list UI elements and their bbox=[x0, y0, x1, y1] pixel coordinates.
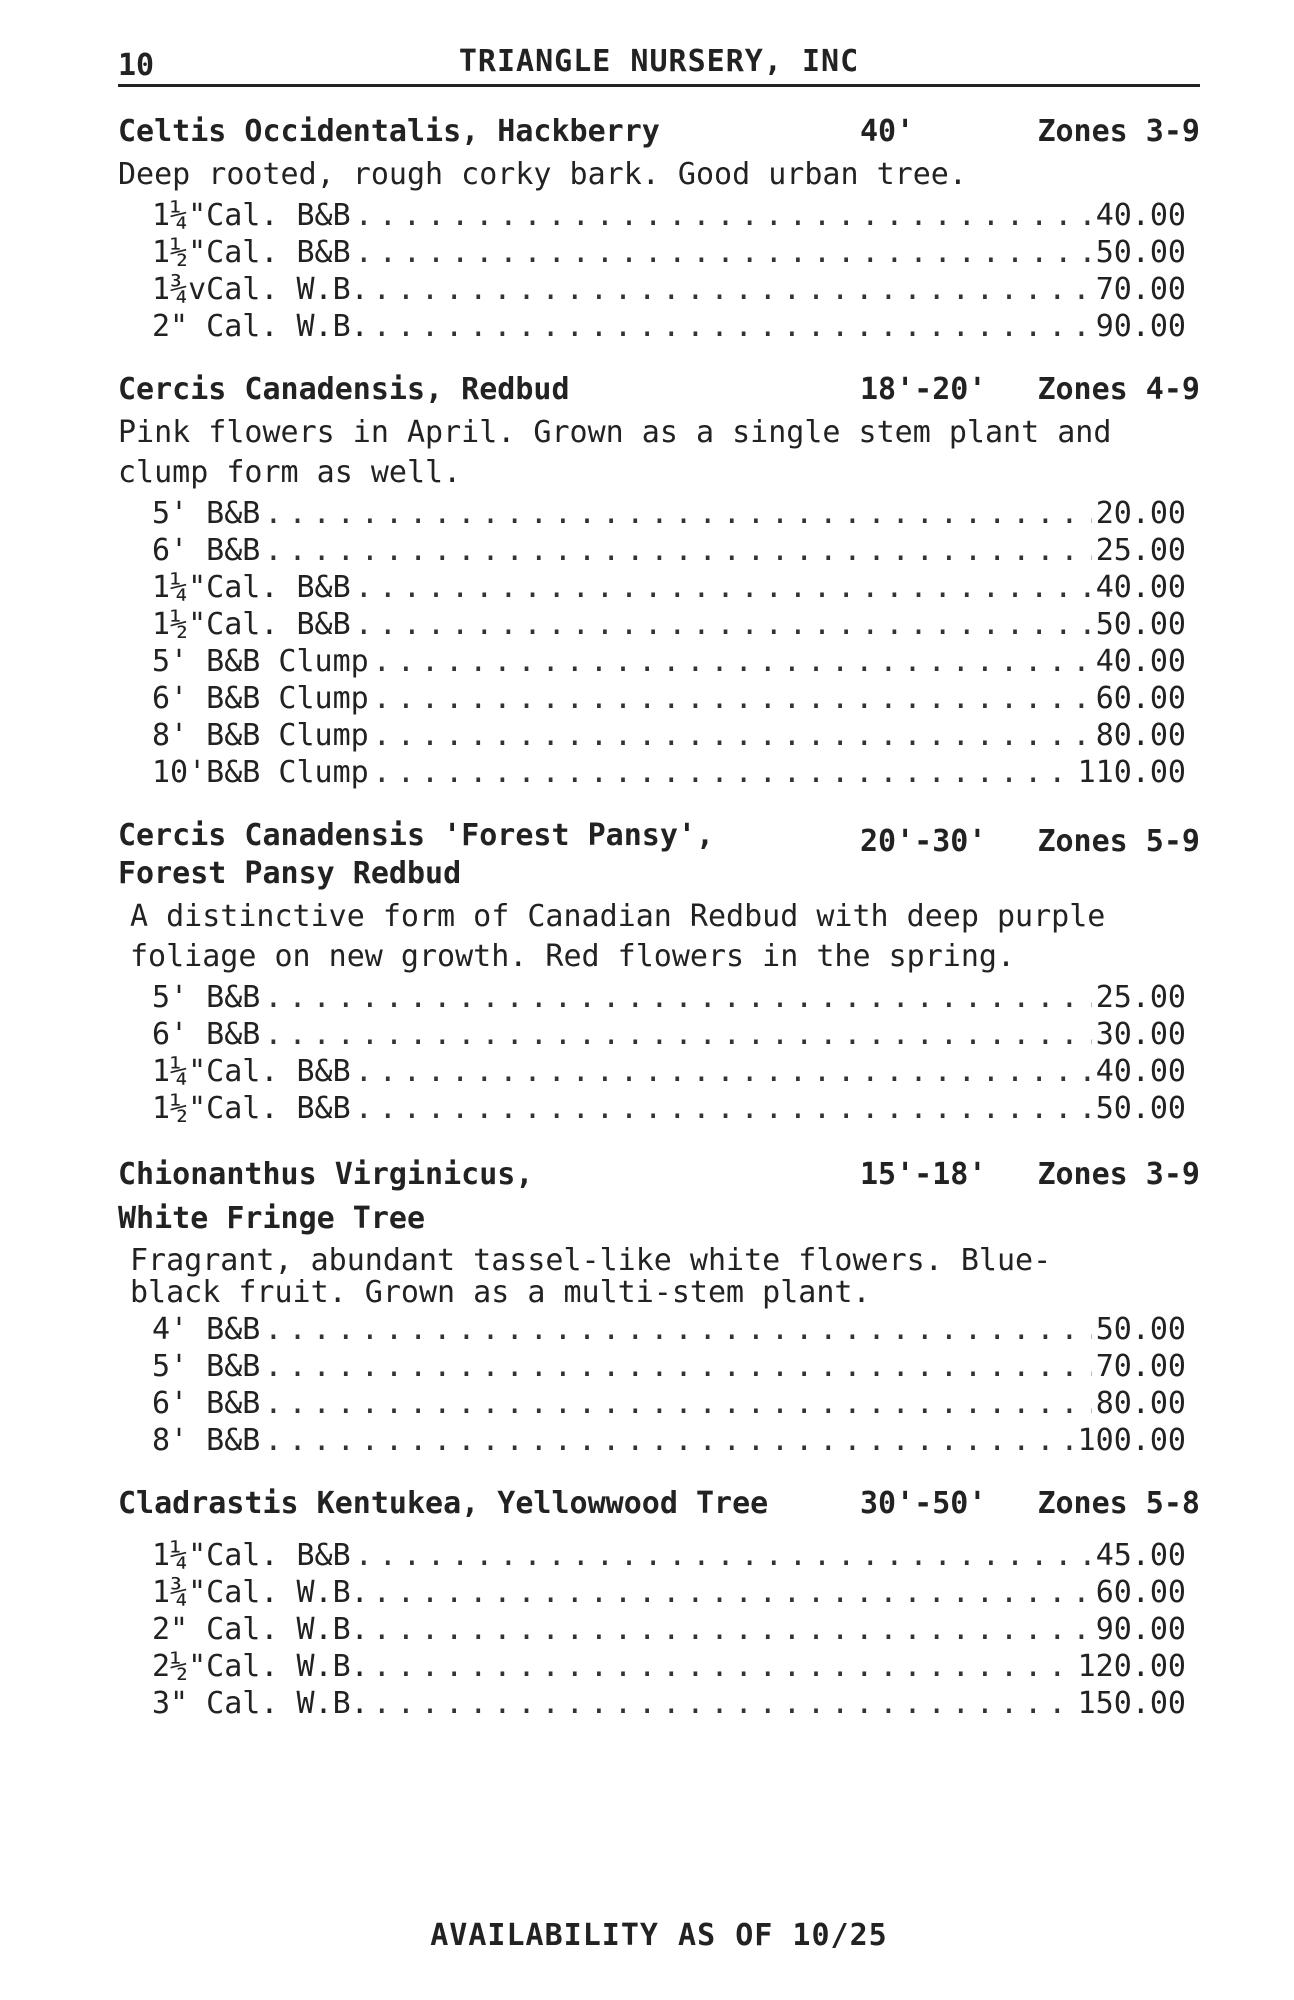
price-value: 40.00 bbox=[1095, 644, 1186, 679]
price-list bbox=[152, 1537, 1186, 1722]
dot-leader bbox=[355, 1090, 1092, 1127]
price-row bbox=[152, 979, 1186, 1016]
price-row bbox=[152, 1385, 1186, 1422]
plant-description: Deep rooted, rough corky bark. Good urban tree. bbox=[118, 157, 967, 192]
price-row bbox=[152, 532, 1186, 569]
price-value: 50.00 bbox=[1095, 1312, 1186, 1347]
price-value: 20.00 bbox=[1095, 496, 1186, 531]
price-row bbox=[152, 1348, 1186, 1385]
price-row bbox=[152, 1685, 1186, 1722]
dot-leader bbox=[373, 1648, 1074, 1685]
entry-heading bbox=[118, 1153, 1200, 1241]
price-size: 5' B&B bbox=[152, 1349, 261, 1384]
dot-leader bbox=[264, 532, 1091, 569]
price-value: 40.00 bbox=[1095, 570, 1186, 605]
dot-leader bbox=[355, 1537, 1092, 1574]
price-size: 8' B&B bbox=[152, 1423, 261, 1458]
plant-name: Celtis Occidentalis, Hackberry bbox=[118, 114, 660, 149]
price-value: 25.00 bbox=[1095, 980, 1186, 1015]
header-title: TRIANGLE NURSERY, INC bbox=[458, 44, 860, 79]
dot-leader bbox=[264, 1422, 1073, 1459]
dot-leader bbox=[355, 234, 1092, 271]
price-size: 2" Cal. W.B. bbox=[152, 309, 369, 344]
price-value: 40.00 bbox=[1095, 1054, 1186, 1089]
price-row bbox=[152, 495, 1186, 532]
price-list bbox=[152, 495, 1186, 791]
price-size: 2" Cal. W.B. bbox=[152, 1612, 369, 1647]
price-size: 6' B&B bbox=[152, 1386, 261, 1421]
price-row bbox=[152, 234, 1186, 271]
price-value: 60.00 bbox=[1095, 1575, 1186, 1610]
price-row bbox=[152, 1090, 1186, 1127]
page-number: 10 bbox=[118, 48, 155, 83]
price-value: 80.00 bbox=[1095, 1386, 1186, 1421]
price-value: 40.00 bbox=[1095, 198, 1186, 233]
plant-name: Cercis Canadensis, Redbud bbox=[118, 372, 570, 407]
price-row bbox=[152, 680, 1186, 717]
price-size: 5' B&B bbox=[152, 980, 261, 1015]
plant-height: 30'-50' bbox=[860, 1486, 987, 1521]
availability-footer: AVAILABILITY AS OF 10/25 bbox=[430, 1918, 888, 1953]
price-value: 70.00 bbox=[1095, 272, 1186, 307]
dot-leader bbox=[373, 754, 1074, 791]
price-value: 100.00 bbox=[1077, 1423, 1186, 1458]
price-size: 1¼"Cal. B&B bbox=[152, 198, 351, 233]
dot-leader bbox=[264, 1348, 1091, 1385]
dot-leader bbox=[355, 1053, 1092, 1090]
dot-leader bbox=[264, 1385, 1091, 1422]
dot-leader bbox=[264, 1311, 1091, 1348]
dot-leader bbox=[264, 495, 1091, 532]
price-row bbox=[152, 1537, 1186, 1574]
price-row bbox=[152, 1648, 1186, 1685]
plant-entry bbox=[118, 1153, 1200, 1459]
price-value: 150.00 bbox=[1077, 1686, 1186, 1721]
entry-heading bbox=[118, 113, 1200, 151]
price-value: 50.00 bbox=[1095, 1091, 1186, 1126]
price-row bbox=[152, 1311, 1186, 1348]
price-list bbox=[152, 197, 1186, 345]
dot-leader bbox=[264, 979, 1091, 1016]
dot-leader bbox=[355, 569, 1092, 606]
plant-entry bbox=[118, 817, 1200, 1127]
plant-zones: Zones 3-9 bbox=[1037, 114, 1200, 149]
price-size: 1½"Cal. B&B bbox=[152, 1091, 351, 1126]
plant-entry bbox=[118, 371, 1200, 791]
plant-name: Chionanthus Virginicus, White Fringe Tree bbox=[118, 1157, 534, 1236]
dot-leader bbox=[373, 717, 1092, 754]
price-size: 1¼"Cal. B&B bbox=[152, 1538, 351, 1573]
plant-zones: Zones 5-9 bbox=[1037, 824, 1200, 859]
price-size: 1¼"Cal. B&B bbox=[152, 570, 351, 605]
price-value: 90.00 bbox=[1095, 309, 1186, 344]
price-row bbox=[152, 1053, 1186, 1090]
price-value: 60.00 bbox=[1095, 681, 1186, 716]
plant-description: Pink flowers in April. Grown as a single stem plant and clump form as well. bbox=[118, 415, 1112, 490]
price-row bbox=[152, 1422, 1186, 1459]
price-size: 6' B&B Clump bbox=[152, 681, 369, 716]
price-size: 1½"Cal. B&B bbox=[152, 235, 351, 270]
price-row bbox=[152, 1574, 1186, 1611]
price-size: 1¾vCal. W.B. bbox=[152, 272, 369, 307]
price-row bbox=[152, 754, 1186, 791]
price-value: 50.00 bbox=[1095, 235, 1186, 270]
price-value: 90.00 bbox=[1095, 1612, 1186, 1647]
entry-heading bbox=[118, 817, 1200, 893]
price-row bbox=[152, 308, 1186, 345]
price-value: 120.00 bbox=[1077, 1649, 1186, 1684]
dot-leader bbox=[355, 606, 1092, 643]
price-size: 5' B&B bbox=[152, 496, 261, 531]
plant-name: Cercis Canadensis 'Forest Pansy', Forest Pansy Redbud bbox=[118, 818, 715, 891]
price-size: 5' B&B Clump bbox=[152, 644, 369, 679]
price-value: 70.00 bbox=[1095, 1349, 1186, 1384]
plant-name: Cladrastis Kentukea, Yellowwood Tree bbox=[118, 1486, 769, 1521]
price-row bbox=[152, 271, 1186, 308]
price-size: 6' B&B bbox=[152, 533, 261, 568]
price-value: 25.00 bbox=[1095, 533, 1186, 568]
dot-leader bbox=[373, 271, 1092, 308]
plant-height: 18'-20' bbox=[860, 372, 987, 407]
page-header bbox=[118, 40, 1200, 87]
catalog-page bbox=[118, 40, 1200, 1953]
price-size: 1½"Cal. B&B bbox=[152, 607, 351, 642]
price-row bbox=[152, 1611, 1186, 1648]
price-row bbox=[152, 569, 1186, 606]
price-row bbox=[152, 1016, 1186, 1053]
price-size: 10'B&B Clump bbox=[152, 755, 369, 790]
price-list bbox=[152, 1311, 1186, 1459]
price-value: 110.00 bbox=[1077, 755, 1186, 790]
dot-leader bbox=[264, 1016, 1091, 1053]
price-size: 6' B&B bbox=[152, 1017, 261, 1052]
price-size: 4' B&B bbox=[152, 1312, 261, 1347]
price-value: 80.00 bbox=[1095, 718, 1186, 753]
dot-leader bbox=[373, 680, 1092, 717]
dot-leader bbox=[373, 1574, 1092, 1611]
price-row bbox=[152, 606, 1186, 643]
price-row bbox=[152, 717, 1186, 754]
dot-leader bbox=[373, 1685, 1074, 1722]
entry-heading bbox=[118, 371, 1200, 409]
price-value: 50.00 bbox=[1095, 607, 1186, 642]
dot-leader bbox=[373, 1611, 1092, 1648]
price-value: 30.00 bbox=[1095, 1017, 1186, 1052]
price-size: 1¼"Cal. B&B bbox=[152, 1054, 351, 1089]
plant-description: Fragrant, abundant tassel-like white flowers. Blue-black fruit. Grown as a multi-stem plant. bbox=[130, 1243, 1052, 1310]
price-size: 3" Cal. W.B. bbox=[152, 1686, 369, 1721]
plant-height: 40' bbox=[860, 114, 915, 149]
plant-entry bbox=[118, 113, 1200, 345]
price-value: 45.00 bbox=[1095, 1538, 1186, 1573]
plant-description: A distinctive form of Canadian Redbud with deep purple foliage on new growth. Red flowers in the spring. bbox=[130, 899, 1106, 974]
price-list bbox=[152, 979, 1186, 1127]
plant-zones: Zones 3-9 bbox=[1037, 1157, 1200, 1192]
plant-zones: Zones 4-9 bbox=[1037, 372, 1200, 407]
dot-leader bbox=[355, 197, 1092, 234]
plant-height: 15'-18' bbox=[860, 1157, 987, 1192]
price-size: 1¾"Cal. W.B. bbox=[152, 1575, 369, 1610]
price-size: 8' B&B Clump bbox=[152, 718, 369, 753]
dot-leader bbox=[373, 308, 1092, 345]
plant-zones: Zones 5-8 bbox=[1037, 1486, 1200, 1521]
price-row bbox=[152, 197, 1186, 234]
plant-entry bbox=[118, 1485, 1200, 1722]
price-size: 2½"Cal. W.B. bbox=[152, 1649, 369, 1684]
dot-leader bbox=[373, 643, 1092, 680]
entry-heading bbox=[118, 1485, 1200, 1523]
price-row bbox=[152, 643, 1186, 680]
plant-height: 20'-30' bbox=[860, 824, 987, 859]
